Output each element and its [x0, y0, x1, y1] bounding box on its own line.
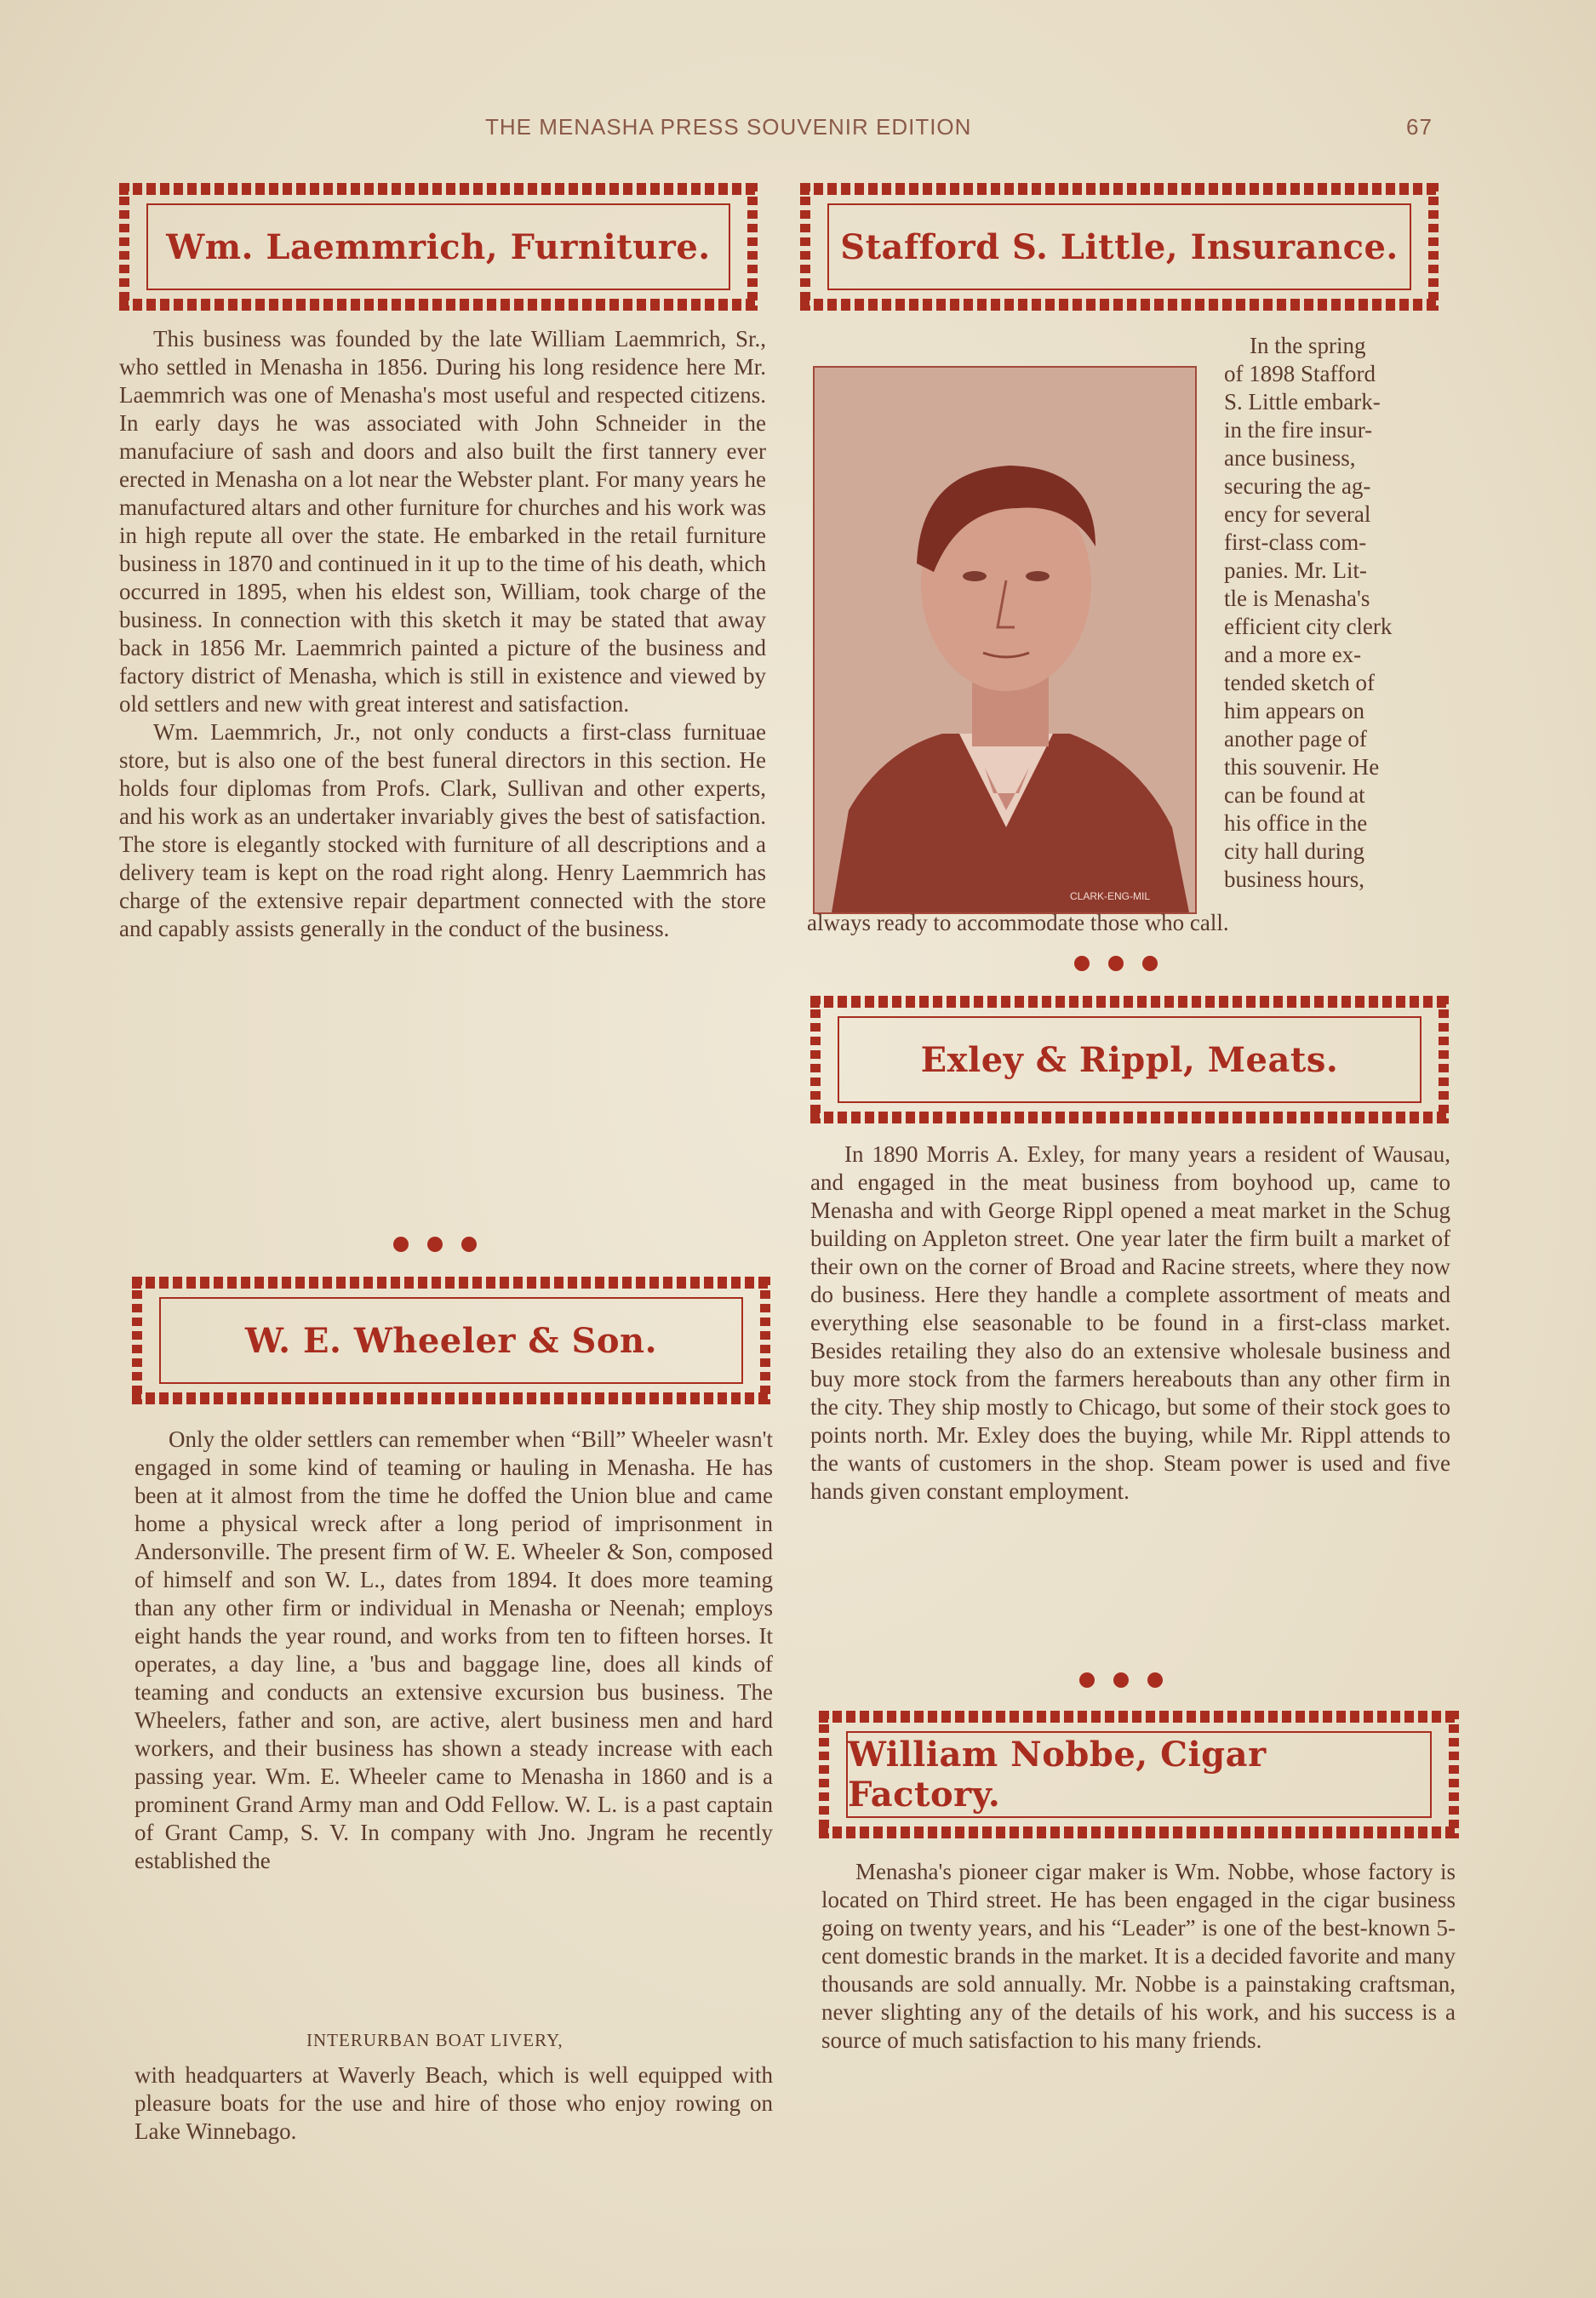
article-heading-exley: Exley & Rippl, Meats.: [920, 1039, 1339, 1080]
line: first-class com-: [1224, 529, 1367, 555]
paragraph: Wm. Laemmrich, Jr., not only conducts a first-class furnituae store, but is also one of the best funeral directors in this section. He holds four diplomas from Profs. Clark, Sullivan and other experts, and his work as an undertaker invariably gives the best of satisfaction. The store is elegantly stocked with furniture of all descriptions and a delivery team is kept on the road right along. Henry Laemmrich has charge of the extensive repair department connected with the store and capably assists generally in the conduct of the business.: [119, 719, 766, 941]
fleuron-border-icon: [819, 1711, 1459, 1723]
line: S. Little embark-: [1224, 389, 1381, 414]
article-heading-laemmrich: Wm. Laemmrich, Furniture.: [166, 226, 711, 267]
line: securing the ag-: [1224, 473, 1371, 499]
fleuron-border-icon: [119, 183, 758, 195]
article-heading-nobbe: William Nobbe, Cigar Factory.: [848, 1735, 1267, 1815]
line: and a more ex-: [1224, 642, 1362, 667]
publication-title: THE MENASHA PRESS SOUVENIR EDITION: [485, 114, 972, 140]
line: can be found at: [1224, 782, 1365, 808]
fleuron-border-icon: [800, 299, 1439, 311]
fleuron-border-icon: [1439, 996, 1449, 1123]
article-body-little-side: [1224, 332, 1444, 894]
article-heading-wheeler: W. E. Wheeler & Son.: [244, 1320, 658, 1361]
line: of 1898 Stafford: [1224, 361, 1376, 386]
article-body-little-end: [807, 909, 1437, 937]
paragraph: with headquarters at Waverly Beach, which is well equipped with pleasure boats for the use and hire of those who enjoy rowing on Lake Winnebago.: [134, 2062, 773, 2144]
heading-box-nobbe: [819, 1711, 1459, 1838]
fleuron-border-icon: [760, 1277, 770, 1404]
article-heading-little: Stafford S. Little, Insurance.: [840, 226, 1399, 267]
line: efficient city clerk: [1224, 614, 1393, 639]
fleuron-border-icon: [132, 1277, 770, 1289]
line: him appears on: [1224, 698, 1364, 723]
heading-box-laemmrich: [119, 183, 758, 311]
article-body-exley: [810, 1140, 1450, 1506]
article-body-laemmrich: [119, 325, 766, 943]
heading-box-little: [800, 183, 1439, 311]
line: his office in the: [1224, 810, 1368, 836]
fleuron-border-icon: [119, 299, 758, 311]
fleuron-border-icon: [132, 1392, 770, 1404]
paragraph: Menasha's pioneer cigar maker is Wm. Nobbe, whose factory is located on Third street. He has been engaged in the cigar business going on twenty years, and his “Leader” is one of the best-known 5-cent domestic brands in the market. It is a decided favorite and many thousands are sold annually. Mr. Nobbe is a painstaking craftsman, never slighting any of the details of his work, and his success is a source of much satisfaction to his many friends.: [821, 1859, 1456, 2053]
paragraph: Only the older settlers can remember when “Bill” Wheeler wasn't engaged in some kind of teaming or hauling in Menasha. He has been at it almost from the time he doffed the Union blue and came home a physical wreck after a long period of imprisonment in Andersonville. The present firm of W. E. Wheeler & Son, composed of himself and son W. L., dates from 1894. It does more teaming than any other firm or individual in Menasha or Neenah; employs eight hands the year round, and works from ten to fifteen horses. It operates, a day line, a 'bus and baggage line, does all kinds of teaming and conducts an extensive excursion bus business. The Wheelers, father and son, are active, alert business men and hard workers, and their business has shown a steady increase with each passing year. Wm. E. Wheeler came to Menasha in 1860 and is a prominent Grand Army man and Odd Fellow. W. L. is a past captain of Grant Camp, S. V. In company with Jno. Jngram he recently established the: [134, 1426, 773, 1873]
fleuron-border-icon: [800, 183, 1439, 195]
portrait-photo-stafford-little: [813, 366, 1197, 914]
subheading-boat-livery: INTERURBAN BOAT LIVERY,: [306, 2030, 563, 2050]
line: another page of: [1224, 726, 1367, 752]
article-body-wheeler-end: [134, 2061, 773, 2146]
line: panies. Mr. Lit-: [1224, 557, 1367, 583]
fleuron-border-icon: [119, 183, 129, 311]
photo-credit: CLARK-ENG-MIL: [1070, 890, 1151, 902]
paragraph: This business was founded by the late William Laemmrich, Sr., who settled in Menasha in 1856. During his long residence here Mr. Laemmrich was one of Menasha's most useful and respected citizens. In early days he was associated with John Schneider in the manufaciure of sash and doors and also built the first tannery ever erected in Menasha on a lot near the Webster plant. For many years he manufactured altars and other furniture for churches and his work was in high repute all over the state. He embarked in the retail furniture business in 1870 and continued in it up to the time of his death, which occurred in 1895, when his eldest son, William, took charge of the business. In connection with this sketch it may be stated that away back in 1856 Mr. Laemmrich painted a picture of the business and factory district of Menasha, which is still in existence and viewed by old settlers and new with great interest and satisfaction.: [119, 326, 766, 717]
fleuron-border-icon: [810, 996, 1449, 1008]
line: tended sketch of: [1224, 670, 1375, 695]
article-body-nobbe: [821, 1858, 1456, 2055]
line: ance business,: [1224, 445, 1356, 471]
three-dot-ornament-icon: [1074, 956, 1158, 971]
heading-box-exley: [810, 996, 1449, 1123]
line: business hours,: [1224, 866, 1365, 892]
line: In the spring: [1250, 333, 1366, 358]
fleuron-border-icon: [810, 1112, 1449, 1123]
paragraph: always ready to accommodate those who call.: [807, 910, 1229, 935]
fleuron-border-icon: [819, 1711, 829, 1838]
three-dot-ornament-icon: [1079, 1672, 1163, 1688]
fleuron-border-icon: [132, 1277, 142, 1404]
fleuron-border-icon: [747, 183, 758, 311]
fleuron-border-icon: [810, 996, 821, 1123]
line: tle is Menasha's: [1224, 586, 1370, 611]
page-number: 67: [1406, 114, 1433, 140]
fleuron-border-icon: [819, 1826, 1459, 1838]
line: city hall during: [1224, 838, 1364, 864]
line: this souvenir. He: [1224, 754, 1380, 780]
line: ency for several: [1224, 501, 1371, 527]
heading-box-wheeler: [132, 1277, 770, 1404]
three-dot-ornament-icon: [393, 1237, 477, 1252]
running-head: [0, 109, 1596, 143]
fleuron-border-icon: [800, 183, 810, 311]
fleuron-border-icon: [1449, 1711, 1459, 1838]
article-body-wheeler: [134, 1426, 773, 1875]
fleuron-border-icon: [1428, 183, 1439, 311]
paragraph: In 1890 Morris A. Exley, for many years a resident of Wausau, and engaged in the meat business from boyhood up, came to Menasha and with George Rippl opened a meat market in the Schug building on Appleton street. One year later the firm built a market of their own on the corner of Broad and Racine streets, where they now do business. Here they handle a complete assortment of meats and everything else seasonable to be found in a first-class market. Besides retailing they also do an extensive wholesale business and buy more stock from the farmers hereabouts than any other firm in the city. They ship mostly to Chicago, but some of their stock goes to points north. Mr. Exley does the buying, while Mr. Rippl attends to the wants of customers in the shop. Steam power is used and five hands given constant employment.: [810, 1141, 1450, 1504]
line: in the fire insur-: [1224, 417, 1373, 443]
